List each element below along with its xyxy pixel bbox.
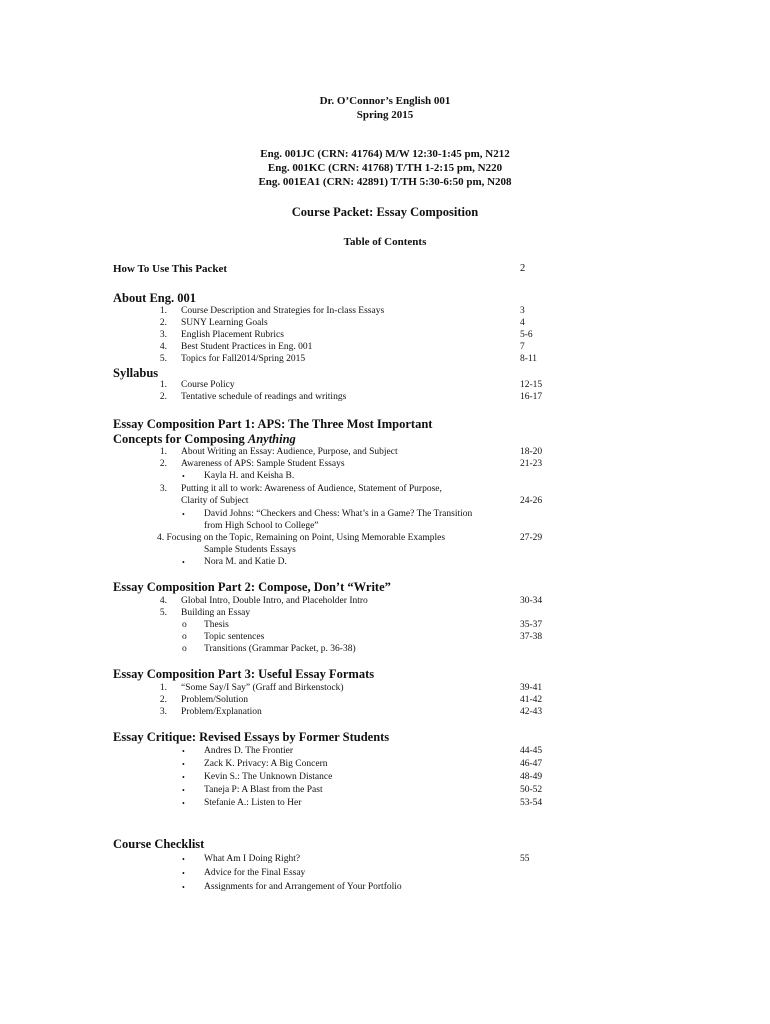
section-line-2: Eng. 001KC (CRN: 41768) T/TH 1-2:15 pm, N220 xyxy=(267,162,503,174)
part1-bullet-text: Nora M. and Katie D. xyxy=(204,557,287,567)
critique-item-text: Zack K. Privacy: A Big Concern xyxy=(204,759,328,769)
bullet-icon: • xyxy=(182,869,185,878)
part2-item-page: 30-34 xyxy=(520,596,543,606)
part3-heading: Essay Composition Part 3: Useful Essay Formats xyxy=(113,667,375,681)
about-item-text: Best Student Practices in Eng. 001 xyxy=(181,342,313,352)
part3-item-num: 3. xyxy=(159,707,167,717)
about-item-text: Course Description and Strategies for In-class Essays xyxy=(181,306,385,316)
part1-bullet-text: David Johns: “Checkers and Chess: What’s in a Game? The Transition xyxy=(204,509,473,519)
part2-item-num: 4. xyxy=(159,596,167,606)
about-item-page: 3 xyxy=(520,306,525,316)
bullet-icon: • xyxy=(182,855,185,864)
critique-heading: Essay Critique: Revised Essays by Former Students xyxy=(113,730,390,744)
part2-heading: Essay Composition Part 2: Compose, Don’t “Write” xyxy=(113,580,391,594)
critique-item-page: 46-47 xyxy=(520,759,543,769)
critique-item-text: Taneja P: A Blast from the Past xyxy=(204,785,323,795)
bullet-icon: • xyxy=(182,773,185,782)
part1-item-text-cont: Clarity of Subject xyxy=(181,496,249,506)
critique-item-text: Andres D. The Frontier xyxy=(204,746,294,756)
bullet-icon: • xyxy=(182,799,185,808)
part2-sub-text: Transitions (Grammar Packet, p. 36-38) xyxy=(204,644,356,654)
checklist-item-text: What Am I Doing Right? xyxy=(204,854,301,864)
bullet-icon: • xyxy=(182,510,185,519)
checklist-item-page: 55 xyxy=(520,854,530,864)
part2-item-text: Building an Essay xyxy=(181,608,251,618)
checklist-item-text: Assignments for and Arrangement of Your Portfolio xyxy=(204,882,402,892)
part3-item-num: 1. xyxy=(159,683,167,693)
sub-bullet-icon: o xyxy=(182,644,187,654)
about-item-page: 4 xyxy=(520,318,525,328)
critique-item-page: 48-49 xyxy=(520,772,543,782)
syllabus-item-num: 2. xyxy=(159,392,167,402)
part1-bullet-text: Kayla H. and Keisha B. xyxy=(204,471,295,481)
about-item-num: 4. xyxy=(159,342,167,352)
syllabus-item-page: 16-17 xyxy=(520,392,543,402)
critique-item-text: Stefanie A.: Listen to Her xyxy=(204,798,302,808)
sub-bullet-icon: o xyxy=(182,632,187,642)
part3-item-num: 2. xyxy=(159,695,167,705)
part2-sub-page: 35-37 xyxy=(520,620,543,630)
bullet-icon: • xyxy=(182,558,185,567)
part2-sub-text: Topic sentences xyxy=(204,632,265,642)
about-item-text: SUNY Learning Goals xyxy=(181,318,268,328)
toc-title: Table of Contents xyxy=(343,236,427,248)
syllabus-item-text: Course Policy xyxy=(181,380,235,390)
part2-sub-text: Thesis xyxy=(204,620,229,630)
bullet-icon: • xyxy=(182,472,185,481)
part2-item-text: Global Intro, Double Intro, and Placeholder Intro xyxy=(181,596,368,606)
part1-item-text: 4. Focusing on the Topic, Remaining on Point, Using Memorable Examples xyxy=(157,533,446,543)
about-item-num: 5. xyxy=(159,354,167,364)
part1-heading-text: Concepts for Composing xyxy=(113,432,248,446)
part3-item-page: 41-42 xyxy=(520,695,543,705)
part2-sub-page: 37-38 xyxy=(520,632,543,642)
part1-item-page: 24-26 xyxy=(520,496,543,506)
bullet-icon: • xyxy=(182,786,185,795)
part3-item-text: Problem/Explanation xyxy=(181,707,262,717)
section-line-3: Eng. 001EA1 (CRN: 42891) T/TH 5:30-6:50 pm, N208 xyxy=(258,176,512,188)
checklist-item-text: Advice for the Final Essay xyxy=(204,868,306,878)
part1-item-num: 2. xyxy=(159,459,167,469)
bullet-icon: • xyxy=(182,747,185,756)
about-item-page: 8-11 xyxy=(520,354,538,364)
packet-title: Course Packet: Essay Composition xyxy=(291,205,479,219)
syllabus-item-page: 12-15 xyxy=(520,380,543,390)
how-to-use-page: 2 xyxy=(520,263,526,274)
part1-item-num: 3. xyxy=(159,484,167,494)
about-item-num: 3. xyxy=(159,330,167,340)
syllabus-heading: Syllabus xyxy=(113,366,159,380)
critique-item-page: 50-52 xyxy=(520,785,543,795)
critique-item-page: 53-54 xyxy=(520,798,543,808)
course-title: Dr. O’Connor’s English 001 xyxy=(319,95,451,107)
part3-item-page: 39-41 xyxy=(520,683,543,693)
part1-item-page: 21-23 xyxy=(520,459,543,469)
bullet-icon: • xyxy=(182,883,185,892)
syllabus-item-text: Tentative schedule of readings and writings xyxy=(181,392,347,402)
syllabus-item-num: 1. xyxy=(159,380,167,390)
term: Spring 2015 xyxy=(356,109,414,121)
critique-item-page: 44-45 xyxy=(520,746,543,756)
part1-heading-emphasis: Anything xyxy=(247,432,296,446)
part1-item-text: Putting it all to work: Awareness of Audience, Statement of Purpose, xyxy=(181,484,442,494)
part2-item-num: 5. xyxy=(159,608,167,618)
section-line-1: Eng. 001JC (CRN: 41764) M/W 12:30-1:45 pm, N212 xyxy=(260,148,510,160)
bullet-icon: • xyxy=(182,760,185,769)
part1-item-text: Awareness of APS: Sample Student Essays xyxy=(181,459,345,469)
about-item-page: 7 xyxy=(520,342,525,352)
part1-heading-line1: Essay Composition Part 1: APS: The Three Most Important xyxy=(113,417,433,431)
part1-item-page: 27-29 xyxy=(520,533,543,543)
critique-item-text: Kevin S.: The Unknown Distance xyxy=(204,772,333,782)
part1-bullet-text-cont: from High School to College” xyxy=(204,521,319,531)
part3-item-text: “Some Say/I Say” (Graff and Birkenstock) xyxy=(181,683,344,693)
part1-item-page: 18-20 xyxy=(520,447,543,457)
about-item-num: 2. xyxy=(159,318,167,328)
about-item-text: Topics for Fall2014/Spring 2015 xyxy=(181,354,306,364)
how-to-use-label: How To Use This Packet xyxy=(113,263,228,275)
part3-item-page: 42-43 xyxy=(520,707,543,717)
checklist-heading: Course Checklist xyxy=(113,837,205,851)
part1-item-text: About Writing an Essay: Audience, Purpose, and Subject xyxy=(181,447,398,457)
part1-item-num: 1. xyxy=(159,447,167,457)
sub-bullet-icon: o xyxy=(182,620,187,630)
about-item-text: English Placement Rubrics xyxy=(181,330,284,340)
part1-heading-line2 xyxy=(113,432,296,447)
part3-item-text: Problem/Solution xyxy=(181,695,249,705)
about-item-num: 1. xyxy=(159,306,167,316)
part1-item-text-cont: Sample Students Essays xyxy=(204,545,296,555)
about-heading: About Eng. 001 xyxy=(113,291,197,305)
about-item-page: 5-6 xyxy=(520,330,533,340)
